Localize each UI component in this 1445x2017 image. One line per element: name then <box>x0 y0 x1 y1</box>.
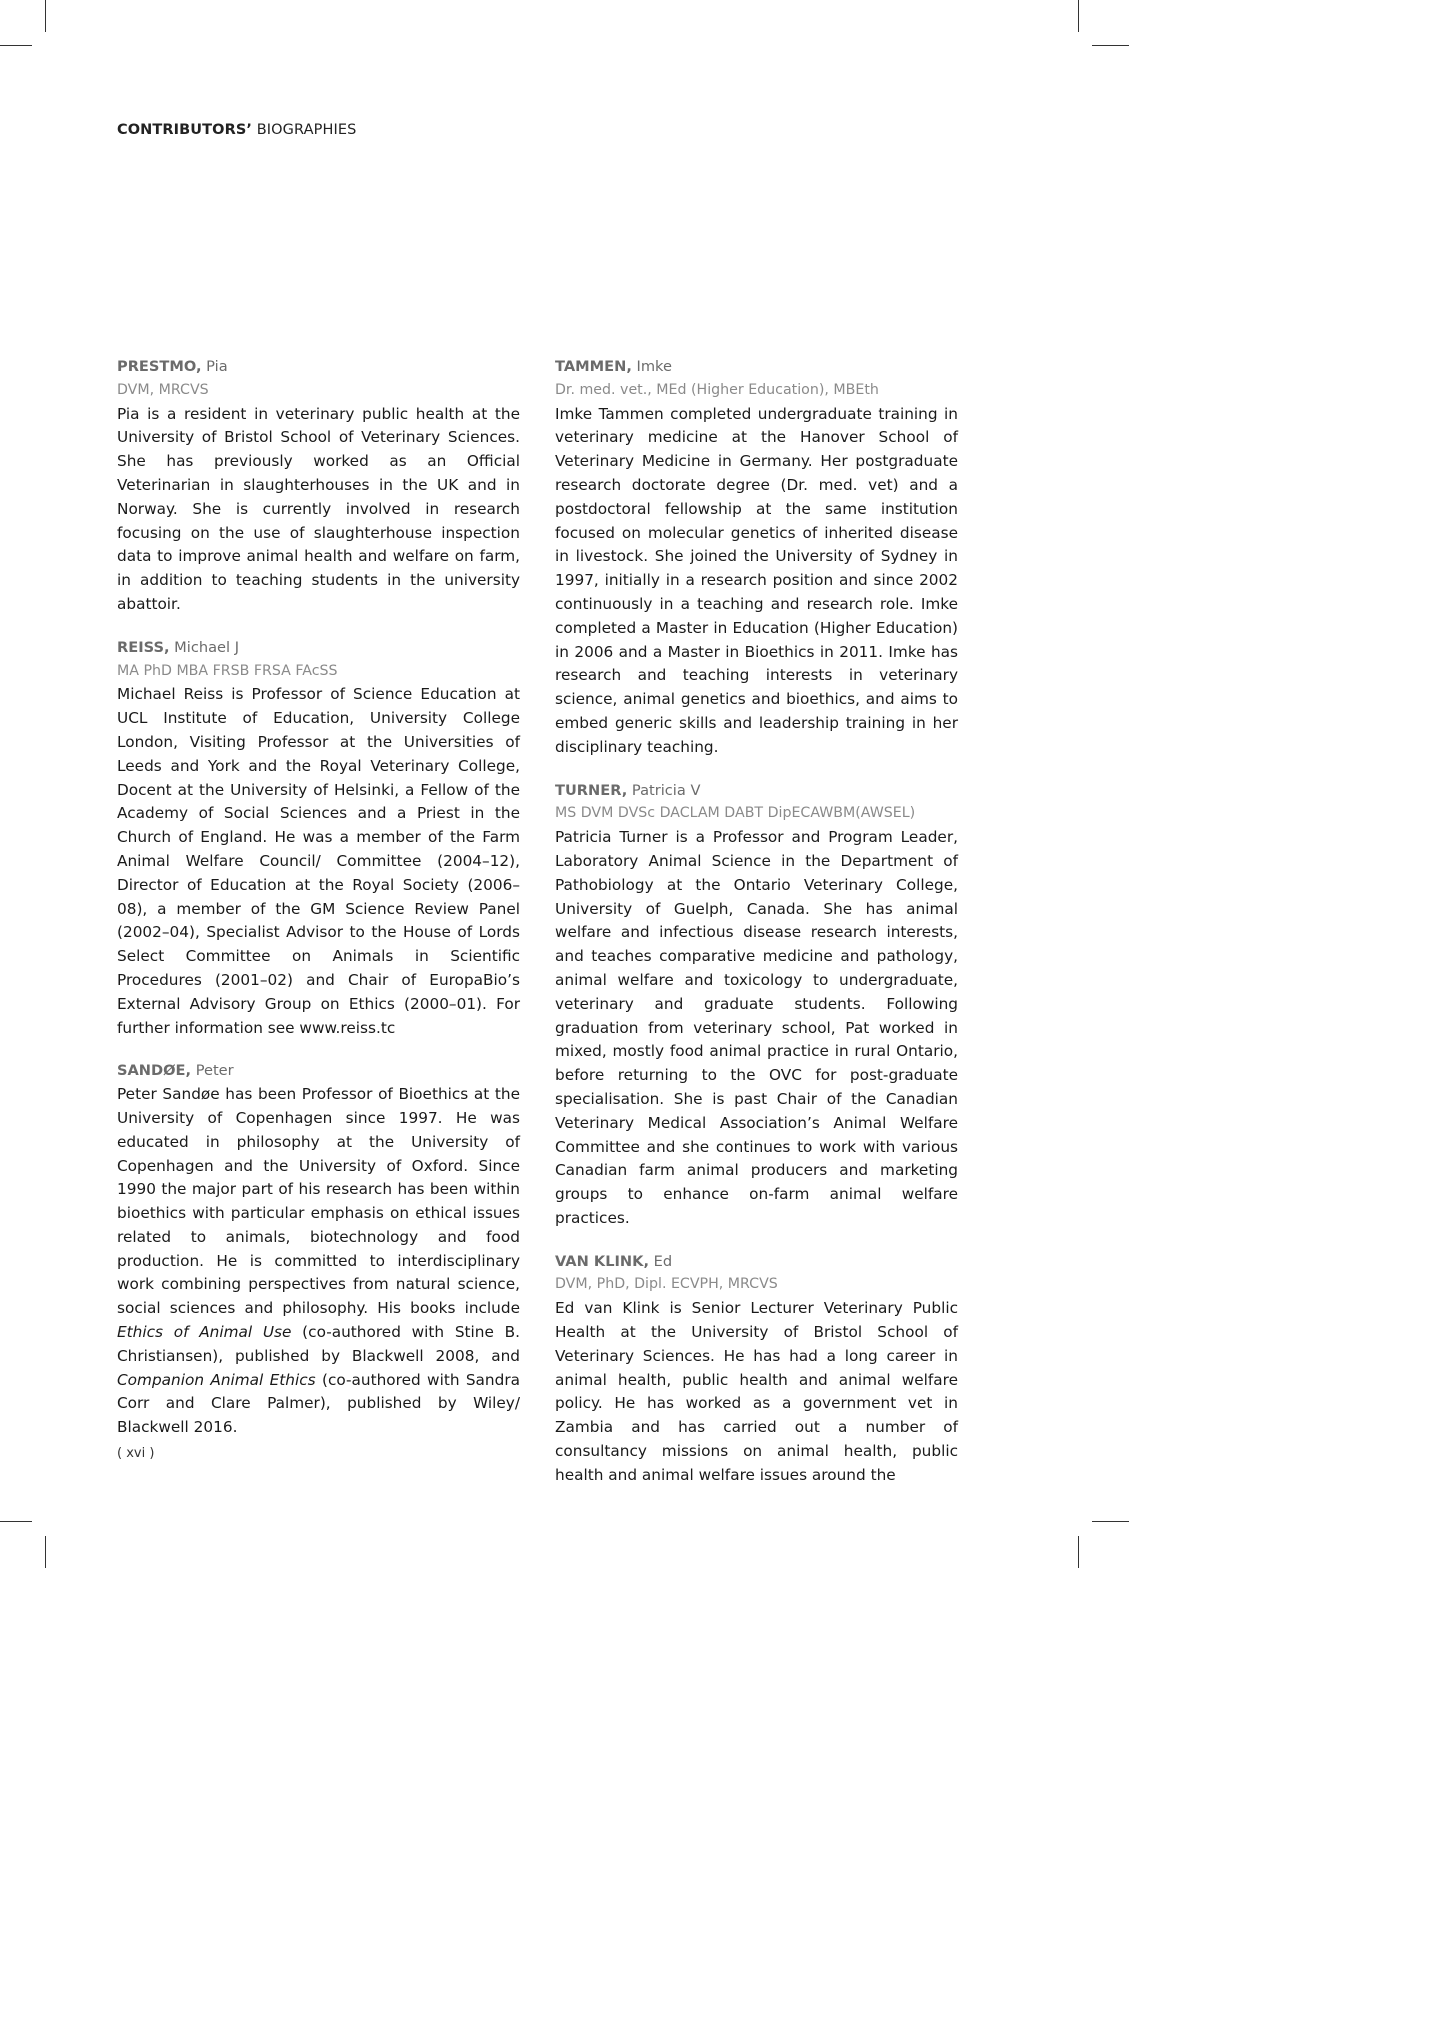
contributor-qualifications: Dr. med. vet., MEd (Higher Education), MBEth <box>555 381 879 398</box>
contributor-given-name: Pia <box>201 358 228 375</box>
running-header <box>117 122 356 138</box>
contributor-name <box>555 779 958 803</box>
contributor-surname: VAN KLINK, <box>555 1252 649 1270</box>
biography-text: Patricia Turner is a Professor and Program Leader, Laboratory Animal Science in the Department of Pathobiology at the Ontario Veterinary College, University of Guelph, Canada. She has animal welfare and infectious disease research interests, and teaches comparative medicine and pathology, animal welfare and toxicology to undergraduate, veterinary and graduate students. Following graduation from veterinary school, Pat worked in mixed, mostly food animal practice in rural Ontario, before returning to the OVC for post-graduate specialisation. She is past Chair of the Canadian Veterinary Medical Association’s Animal Welfare Committee and she continues to work with various Canadian farm animal producers and marketing groups to enhance on-farm animal welfare practices. <box>555 828 958 1227</box>
biography-entry <box>117 1059 520 1440</box>
biography-text: Ed van Klink is Senior Lecturer Veterinary Public Health at the University of Bristol School of Veterinary Sciences. He has had a long career in animal health, public health and animal welfare policy. He has worked as a government vet in Zambia and has carried out a number of consultancy missions on animal health, public health and animal welfare issues around the <box>555 1299 958 1484</box>
book-title: Companion Animal Ethics <box>117 1370 316 1389</box>
contributor-biography <box>117 683 520 1040</box>
left-column <box>117 355 520 1459</box>
biography-text: (co-authored with Stine B. Christiansen), published by Blackwell 2008, and <box>117 1323 520 1365</box>
crop-mark-top-left-v <box>45 0 46 32</box>
crop-mark-bottom-right-h <box>1092 1521 1129 1522</box>
biography-text: (co-authored with Sandra Corr and Clare Palmer), published by Wiley/ Blackwell 2016. <box>117 1370 521 1437</box>
contributor-given-name: Ed <box>649 1252 673 1270</box>
contributor-name <box>555 355 958 379</box>
page-number: ( xvi ) <box>117 1446 155 1461</box>
contributor-qualifications: DVM, MRCVS <box>117 381 209 398</box>
contributor-name <box>117 355 520 379</box>
right-column <box>555 355 958 1507</box>
biography-entry <box>555 355 958 760</box>
biography-entry <box>555 779 958 1231</box>
contributor-surname: TAMMEN, <box>555 358 632 375</box>
book-title: Ethics of Animal Use <box>117 1323 292 1342</box>
contributor-given-name: Michael J <box>169 638 240 656</box>
contributor-name <box>117 636 520 660</box>
crop-mark-bottom-right-v <box>1078 1536 1079 1568</box>
contributor-given-name: Imke <box>631 358 672 375</box>
biography-entry <box>117 355 520 617</box>
contributor-name <box>555 1250 958 1274</box>
contributor-surname: PRESTMO, <box>117 358 202 375</box>
biography-entry <box>117 636 520 1041</box>
contributor-surname: REISS, <box>117 638 170 656</box>
contributor-biography <box>117 1083 520 1440</box>
crop-mark-top-right-h <box>1092 45 1129 46</box>
running-header-rest: BIOGRAPHIES <box>252 122 357 138</box>
biography-text: Pia is a resident in veterinary public health at the University of Bristol School of Veterinary Sciences. She has previously worked as an Official Veterinarian in slaughterhouses in the UK and in Norway. She is currently involved in research focusing on the use of slaughterhouse inspection data to improve animal health and welfare on farm, in addition to teaching students in the university abattoir. <box>117 404 520 613</box>
crop-mark-bottom-left-h <box>0 1521 32 1522</box>
contributor-qualifications: MA PhD MBA FRSB FRSA FAcSS <box>117 662 338 679</box>
biography-text: Imke Tammen completed undergraduate training in veterinary medicine at the Hanover School of Veterinary Medicine in Germany. Her postgraduate research doctorate degree (Dr. med. vet) and a postdoctoral fellowship at the same institution focused on molecular genetics of inherited disease in livestock. She joined the University of Sydney in 1997, initially in a research position and since 2002 continuously in a teaching and research role. Imke completed a Master in Education (Higher Education) in 2006 and a Master in Bioethics in 2011. Imke has research and teaching interests in veterinary science, animal genetics and bioethics, and aims to embed generic skills and leadership training in her disciplinary teaching. <box>555 404 958 756</box>
running-header-bold: CONTRIBUTORS’ <box>117 122 253 138</box>
crop-mark-bottom-left-v <box>45 1536 46 1568</box>
biography-entry <box>555 1250 958 1488</box>
contributor-qualifications: MS DVM DVSc DACLAM DABT DipECAWBM(AWSEL) <box>555 805 916 822</box>
contributor-given-name: Peter <box>191 1062 234 1080</box>
contributor-name <box>117 1059 520 1083</box>
biography-text: Peter Sandøe has been Professor of Bioethics at the University of Copenhagen since 1997. He was educated in philosophy at the University of Copenhagen and the University of Oxford. Since 1990 the major part of his research has been within bioethics with particular emphasis on ethical issues related to animals, biotechnology and food production. He is committed to interdisciplinary work combining perspectives from natural science, social sciences and philosophy. His books include <box>117 1085 520 1318</box>
contributor-biography <box>555 1297 958 1487</box>
contributor-biography <box>555 403 958 760</box>
contributor-given-name: Patricia V <box>627 781 701 799</box>
contributor-surname: TURNER, <box>555 781 628 799</box>
contributor-biography <box>117 403 520 617</box>
crop-mark-top-right-v <box>1078 0 1079 32</box>
biography-text: Michael Reiss is Professor of Science Education at UCL Institute of Education, University College London, Visiting Professor at the Universities of Leeds and York and the Royal Veterinary College, Docent at the University of Helsinki, a Fellow of the Academy of Social Sciences and a Priest in the Church of England. He was a member of the Farm Animal Welfare Council/ Committee (2004–12), Director of Education at the Royal Society (2006–08), a member of the GM Science Review Panel (2002–04), Specialist Advisor to the House of Lords Select Committee on Animals in Scientific Procedures (2001–02) and Chair of EuropaBio’s External Advisory Group on Ethics (2000–01). For further information see www.reiss.tc <box>117 685 520 1037</box>
contributor-qualifications: DVM, PhD, Dipl. ECVPH, MRCVS <box>555 1276 778 1293</box>
contributor-biography <box>555 826 958 1231</box>
crop-mark-top-left-h <box>0 45 32 46</box>
contributor-surname: SANDØE, <box>117 1062 192 1080</box>
